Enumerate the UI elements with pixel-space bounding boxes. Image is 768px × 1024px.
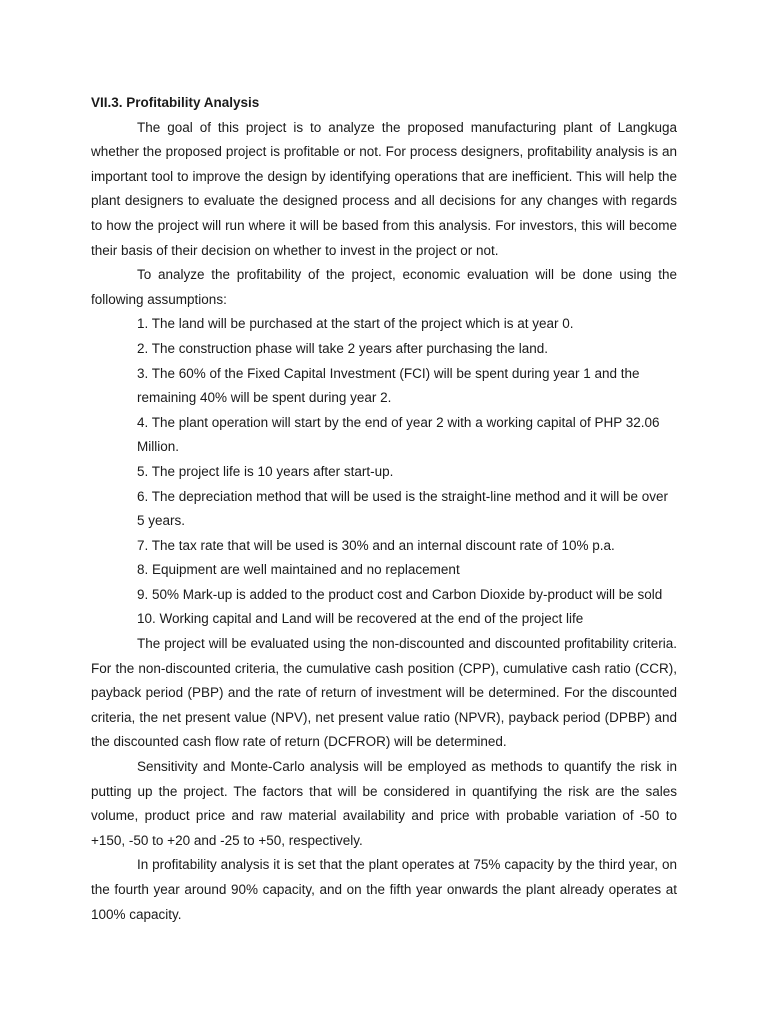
list-item: 10. Working capital and Land will be recovered at the end of the project life [137, 611, 584, 627]
list-item: 2. The construction phase will take 2 years after purchasing the land. [137, 340, 548, 356]
list-item: 7. The tax rate that will be used is 30% and an internal discount rate of 10% p.a. [137, 537, 615, 553]
paragraph-risk-analysis: Sensitivity and Monte-Carlo analysis will be employed as methods to quantify the risk in putting up the project. The factors that will be considered in quantifying the risk are the sales volume, product price and raw material availability and price with probable variation of -50 to +150, -50 to +20 and -25 to +50, respectively. [91, 759, 677, 848]
paragraph-evaluation-criteria: The project will be evaluated using the non-discounted and discounted profitability criteria. For the non-discounted criteria, the cumulative cash position (CPP), cumulative cash ratio (CCR), payback period (PBP) and the rate of return of investment will be determined. For the discounted criteria, the net present value (NPV), net present value ratio (NPVR), payback period (DPBP) and the discounted cash flow rate of return (DCFROR) will be determined. [91, 636, 677, 750]
paragraph-assumptions-intro: To analyze the profitability of the project, economic evaluation will be done using the following assumptions: [91, 267, 677, 307]
list-item: 6. The depreciation method that will be used is the straight-line method and it will be over 5 years. [137, 488, 669, 529]
list-item: 8. Equipment are well maintained and no replacement [137, 562, 460, 578]
list-item: 4. The plant operation will start by the end of year 2 with a working capital of PHP 32.06 Million. [137, 414, 660, 455]
section-heading: VII.3. Profitability Analysis [91, 95, 260, 110]
assumptions-list [91, 312, 677, 632]
document-page [91, 91, 677, 927]
paragraph-capacity: In profitability analysis it is set that the plant operates at 75% capacity by the third year, on the fourth year around 90% capacity, and on the fifth year onwards the plant already operates at 100% capacity. [91, 857, 677, 922]
list-item: 5. The project life is 10 years after start-up. [137, 463, 394, 479]
list-item: 1. The land will be purchased at the start of the project which is at year 0. [137, 316, 574, 332]
paragraph-goal: The goal of this project is to analyze the proposed manufacturing plant of Langkuga whether the proposed project is profitable or not. For process designers, profitability analysis is an important tool to improve the design by identifying operations that are inefficient. This will help the plant designers to evaluate the designed process and all decisions for any changes with regards to how the project will run where it will be based from this analysis. For investors, this will become their basis of their decision on whether to invest in the project or not. [91, 119, 677, 258]
list-item: 9. 50% Mark-up is added to the product cost and Carbon Dioxide by-product will be sold [137, 586, 663, 602]
list-item: 3. The 60% of the Fixed Capital Investment (FCI) will be spent during year 1 and the remaining 40% will be spent during year 2. [137, 365, 640, 406]
